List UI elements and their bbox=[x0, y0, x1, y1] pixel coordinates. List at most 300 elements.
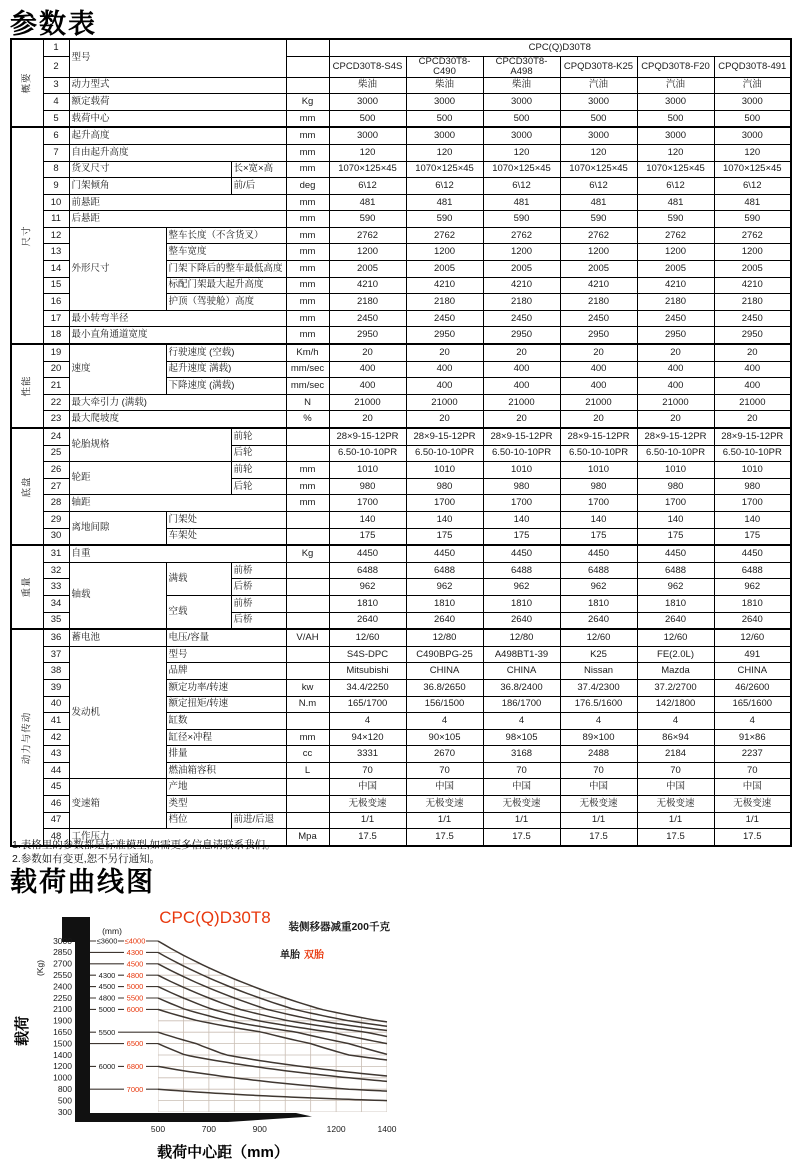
x-tick-label: 900 bbox=[252, 1124, 267, 1134]
row-number-cell: 27 bbox=[43, 478, 69, 495]
y-tick-label: 500 bbox=[57, 1095, 72, 1106]
value-cell: 20 bbox=[560, 411, 637, 428]
unit-cell: mm bbox=[286, 110, 329, 127]
value-cell: Nissan bbox=[560, 663, 637, 680]
value-cell: 3000 bbox=[714, 127, 791, 144]
value-cell: 400 bbox=[637, 361, 714, 378]
value-cell: 1/1 bbox=[406, 812, 483, 829]
value-cell: 90×105 bbox=[406, 729, 483, 746]
value-cell: 12/60 bbox=[329, 629, 406, 646]
value-cell: 1810 bbox=[637, 595, 714, 612]
param-label-cell: 行驶速度 (空载) bbox=[166, 344, 286, 361]
value-cell: 1700 bbox=[714, 495, 791, 512]
x-tick-label: 700 bbox=[201, 1124, 216, 1134]
value-cell: 6488 bbox=[637, 562, 714, 579]
value-cell: 2005 bbox=[637, 261, 714, 278]
y-tick-label: 2550 bbox=[53, 970, 72, 980]
param-label-cell: 缸径×冲程 bbox=[166, 729, 286, 746]
value-cell: 140 bbox=[714, 511, 791, 528]
row-number-cell: 17 bbox=[43, 310, 69, 327]
value-cell: 2450 bbox=[637, 310, 714, 327]
value-cell: 400 bbox=[483, 361, 560, 378]
spec-table-container bbox=[10, 38, 792, 847]
value-cell: 980 bbox=[406, 478, 483, 495]
value-cell: 4 bbox=[714, 713, 791, 730]
value-cell: 2450 bbox=[329, 310, 406, 327]
value-cell: 2450 bbox=[483, 310, 560, 327]
unit-cell: mm bbox=[286, 161, 329, 178]
value-cell: 86×94 bbox=[637, 729, 714, 746]
value-cell: 6488 bbox=[406, 562, 483, 579]
value-cell: 120 bbox=[406, 144, 483, 161]
row-number-cell: 9 bbox=[43, 178, 69, 195]
value-cell: 2640 bbox=[560, 612, 637, 629]
value-cell: 4 bbox=[560, 713, 637, 730]
value-cell: 6.50-10-10PR bbox=[483, 445, 560, 462]
row-number-cell: 6 bbox=[43, 127, 69, 144]
param-label-cell: 离地间隙 bbox=[69, 511, 166, 545]
value-cell: 6\12 bbox=[714, 178, 791, 195]
value-cell: 4450 bbox=[329, 545, 406, 562]
value-cell: 120 bbox=[560, 144, 637, 161]
param-label-cell: 下降速度 (满载) bbox=[166, 378, 286, 395]
value-cell: 2450 bbox=[560, 310, 637, 327]
param-label-cell: 后轮 bbox=[231, 478, 286, 495]
value-cell: 1810 bbox=[406, 595, 483, 612]
value-cell: 46/2600 bbox=[714, 679, 791, 696]
value-cell: 165/1700 bbox=[329, 696, 406, 713]
value-cell: 无极变速 bbox=[406, 796, 483, 813]
unit-cell: mm bbox=[286, 211, 329, 228]
value-cell: 20 bbox=[329, 411, 406, 428]
mast-height-label-double: 6500 bbox=[126, 1039, 144, 1049]
value-cell: 2180 bbox=[329, 294, 406, 311]
value-cell: 12/60 bbox=[560, 629, 637, 646]
spec-table bbox=[10, 38, 792, 847]
value-cell: 491 bbox=[714, 646, 791, 663]
unit-cell: mm bbox=[286, 294, 329, 311]
value-cell: 1200 bbox=[406, 244, 483, 261]
value-cell: 无极变速 bbox=[637, 796, 714, 813]
row-number-cell: 8 bbox=[43, 161, 69, 178]
value-cell: 400 bbox=[329, 378, 406, 395]
row-number-cell: 41 bbox=[43, 713, 69, 730]
y-tick-label: 1000 bbox=[53, 1072, 72, 1083]
value-cell: C490BPG-25 bbox=[406, 646, 483, 663]
unit-cell: mm bbox=[286, 127, 329, 144]
value-cell: 17.5 bbox=[714, 829, 791, 846]
param-label-cell: 后轮 bbox=[231, 445, 286, 462]
param-label-cell: 前悬距 bbox=[69, 194, 286, 211]
value-cell-merged: CPC(Q)D30T8 bbox=[329, 39, 791, 56]
param-label-cell: 门架处 bbox=[166, 511, 286, 528]
param-label-cell: 前轮 bbox=[231, 428, 286, 445]
value-cell: 21000 bbox=[483, 394, 560, 411]
unit-cell: Kg bbox=[286, 545, 329, 562]
value-cell: 1810 bbox=[329, 595, 406, 612]
mast-height-label-double: 4300 bbox=[126, 948, 144, 957]
row-number-cell: 19 bbox=[43, 344, 69, 361]
value-cell: 28×9-15-12PR bbox=[637, 428, 714, 445]
category-label: 概要 bbox=[21, 72, 33, 94]
value-cell: 140 bbox=[329, 511, 406, 528]
unit-cell: mm bbox=[286, 495, 329, 512]
param-label-cell: 燃油箱容积 bbox=[166, 762, 286, 779]
value-cell: 176.5/1600 bbox=[560, 696, 637, 713]
value-cell: 2640 bbox=[329, 612, 406, 629]
row-number-cell: 38 bbox=[43, 663, 69, 680]
value-cell: 3000 bbox=[329, 127, 406, 144]
value-cell: 3000 bbox=[560, 94, 637, 111]
value-cell: S4S-DPC bbox=[329, 646, 406, 663]
param-label-cell: 门架下降后的整车最低高度 bbox=[166, 261, 286, 278]
param-label-cell: 最大牵引力 (满载) bbox=[69, 394, 286, 411]
param-label-cell: 后悬距 bbox=[69, 211, 286, 228]
param-label-cell: 前/后 bbox=[231, 178, 286, 195]
value-cell: CPCD30T8-S4S bbox=[329, 56, 406, 77]
value-cell: 98×105 bbox=[483, 729, 560, 746]
category-label: 性能 bbox=[21, 375, 33, 397]
chart-note: 装侧移器减重200千克 bbox=[288, 921, 390, 933]
row-number-cell: 32 bbox=[43, 562, 69, 579]
param-label-cell: 满载 bbox=[166, 562, 231, 595]
row-number-cell: 23 bbox=[43, 411, 69, 428]
value-cell: 2180 bbox=[483, 294, 560, 311]
param-label-cell: 门架倾角 bbox=[69, 178, 231, 195]
y-tick-label: 2850 bbox=[53, 947, 72, 958]
value-cell: 962 bbox=[714, 579, 791, 596]
value-cell: 6.50-10-10PR bbox=[714, 445, 791, 462]
value-cell: 120 bbox=[637, 144, 714, 161]
value-cell: 37.2/2700 bbox=[637, 679, 714, 696]
value-cell: 无极变速 bbox=[483, 796, 560, 813]
value-cell: 汽油 bbox=[560, 77, 637, 94]
param-label-cell: 自由起升高度 bbox=[69, 144, 286, 161]
value-cell: FE(2.0L) bbox=[637, 646, 714, 663]
param-label-cell: 变速箱 bbox=[69, 779, 166, 829]
value-cell: 3000 bbox=[714, 94, 791, 111]
value-cell: 1010 bbox=[483, 462, 560, 479]
value-cell: 175 bbox=[406, 528, 483, 545]
value-cell: 962 bbox=[483, 579, 560, 596]
row-number-cell: 21 bbox=[43, 378, 69, 395]
unit-cell bbox=[286, 713, 329, 730]
value-cell: 4 bbox=[637, 713, 714, 730]
value-cell: 1010 bbox=[329, 462, 406, 479]
value-cell: 2180 bbox=[406, 294, 483, 311]
y-axis-unit: (Kg) bbox=[35, 959, 45, 977]
x-tick-label: 1200 bbox=[326, 1124, 346, 1134]
value-cell: 2488 bbox=[560, 746, 637, 763]
value-cell: 140 bbox=[637, 511, 714, 528]
unit-cell: mm bbox=[286, 478, 329, 495]
value-cell: 中国 bbox=[637, 779, 714, 796]
mast-height-label-double: 6000 bbox=[126, 1005, 144, 1014]
param-label-cell: 外形尺寸 bbox=[69, 227, 166, 310]
value-cell: 2450 bbox=[406, 310, 483, 327]
value-cell: 20 bbox=[714, 344, 791, 361]
row-number-cell: 24 bbox=[43, 428, 69, 445]
value-cell: 1810 bbox=[483, 595, 560, 612]
value-cell: 17.5 bbox=[483, 829, 560, 846]
param-label-cell: 最小转弯半径 bbox=[69, 310, 286, 327]
value-cell: 6\12 bbox=[406, 178, 483, 195]
y-axis-label: 载荷 bbox=[14, 1015, 31, 1047]
row-number-cell: 28 bbox=[43, 495, 69, 512]
value-cell: 4450 bbox=[406, 545, 483, 562]
unit-cell: mm/sec bbox=[286, 361, 329, 378]
value-cell: 400 bbox=[406, 378, 483, 395]
param-label-cell: 标配门架最大起升高度 bbox=[166, 277, 286, 294]
value-cell: 165/1600 bbox=[714, 696, 791, 713]
row-number-cell: 2 bbox=[43, 56, 69, 77]
value-cell: 1/1 bbox=[329, 812, 406, 829]
value-cell: 4450 bbox=[560, 545, 637, 562]
value-cell: 1200 bbox=[560, 244, 637, 261]
value-cell: 400 bbox=[714, 378, 791, 395]
value-cell: 980 bbox=[560, 478, 637, 495]
footnote-line-2: 2.参数如有变更,恕不另行通知。 bbox=[12, 853, 161, 866]
param-label-cell: 工作压力 bbox=[69, 829, 286, 846]
value-cell: 500 bbox=[483, 110, 560, 127]
value-cell: 21000 bbox=[329, 394, 406, 411]
value-cell: 1/1 bbox=[714, 812, 791, 829]
mast-height-label-single: 4500 bbox=[98, 982, 116, 992]
value-cell: 中国 bbox=[329, 779, 406, 796]
value-cell: 120 bbox=[714, 144, 791, 161]
value-cell: 21000 bbox=[560, 394, 637, 411]
value-cell: 400 bbox=[637, 378, 714, 395]
y-tick-label: 800 bbox=[57, 1084, 72, 1094]
value-cell: 2005 bbox=[406, 261, 483, 278]
value-cell: 500 bbox=[329, 110, 406, 127]
value-cell: 12/60 bbox=[637, 629, 714, 646]
value-cell: 980 bbox=[637, 478, 714, 495]
unit-cell: mm bbox=[286, 227, 329, 244]
value-cell: 无极变速 bbox=[560, 796, 637, 813]
value-cell: 70 bbox=[406, 762, 483, 779]
value-cell: 1070×125×45 bbox=[483, 161, 560, 178]
value-cell: 175 bbox=[329, 528, 406, 545]
value-cell: 962 bbox=[637, 579, 714, 596]
row-number-cell: 45 bbox=[43, 779, 69, 796]
value-cell: 2762 bbox=[714, 227, 791, 244]
row-number-cell: 15 bbox=[43, 277, 69, 294]
mast-height-label-single: 5500 bbox=[98, 1027, 116, 1037]
value-cell: 3000 bbox=[560, 127, 637, 144]
unit-cell bbox=[286, 77, 329, 94]
value-cell: 6\12 bbox=[329, 178, 406, 195]
mast-height-label-single: 4300 bbox=[98, 970, 116, 980]
row-number-cell: 4 bbox=[43, 94, 69, 111]
param-label-cell: 空载 bbox=[166, 595, 231, 629]
value-cell: 4450 bbox=[637, 545, 714, 562]
param-label-cell: 额定功率/转速 bbox=[166, 679, 286, 696]
param-label-cell: 型号 bbox=[69, 39, 286, 77]
value-cell: 980 bbox=[714, 478, 791, 495]
mast-height-label-single: ≤3600 bbox=[96, 936, 118, 946]
row-number-cell: 3 bbox=[43, 77, 69, 94]
param-label-cell: 电压/容量 bbox=[166, 629, 286, 646]
value-cell: 1200 bbox=[637, 244, 714, 261]
mast-height-label-single: 4800 bbox=[98, 993, 116, 1003]
chart-title: CPC(Q)D30T8 bbox=[159, 908, 271, 927]
value-cell: CPQD30T8-F20 bbox=[637, 56, 714, 77]
value-cell: 3331 bbox=[329, 746, 406, 763]
unit-cell bbox=[286, 562, 329, 579]
value-cell: 3000 bbox=[406, 94, 483, 111]
unit-cell bbox=[286, 428, 329, 445]
mast-height-label-double: 7000 bbox=[126, 1084, 144, 1094]
value-cell: 481 bbox=[406, 194, 483, 211]
value-cell: 2237 bbox=[714, 746, 791, 763]
value-cell: 4450 bbox=[483, 545, 560, 562]
value-cell: 1700 bbox=[329, 495, 406, 512]
row-number-cell: 31 bbox=[43, 545, 69, 562]
value-cell: 2670 bbox=[406, 746, 483, 763]
row-number-cell: 10 bbox=[43, 194, 69, 211]
row-number-cell: 29 bbox=[43, 511, 69, 528]
value-cell: 21000 bbox=[714, 394, 791, 411]
value-cell: 500 bbox=[714, 110, 791, 127]
unit-cell bbox=[286, 56, 329, 77]
value-cell: 3000 bbox=[637, 94, 714, 111]
row-number-cell: 14 bbox=[43, 261, 69, 278]
unit-cell: mm bbox=[286, 261, 329, 278]
value-cell: 2005 bbox=[714, 261, 791, 278]
value-cell: 4210 bbox=[329, 277, 406, 294]
value-cell: 12/60 bbox=[714, 629, 791, 646]
value-cell: 186/1700 bbox=[483, 696, 560, 713]
value-cell: 1070×125×45 bbox=[714, 161, 791, 178]
unit-cell bbox=[286, 595, 329, 612]
unit-cell bbox=[286, 612, 329, 629]
unit-cell: mm bbox=[286, 327, 329, 344]
unit-cell: mm bbox=[286, 310, 329, 327]
value-cell: 6488 bbox=[329, 562, 406, 579]
y-tick-label: 1200 bbox=[53, 1061, 72, 1072]
value-cell: 2950 bbox=[637, 327, 714, 344]
param-label-cell: 长×宽×高 bbox=[231, 161, 286, 178]
value-cell: 3000 bbox=[406, 127, 483, 144]
value-cell: 3000 bbox=[483, 94, 560, 111]
value-cell: 2180 bbox=[637, 294, 714, 311]
param-label-cell: 前桥 bbox=[231, 595, 286, 612]
row-number-cell: 34 bbox=[43, 595, 69, 612]
page-title-load-curve: 载荷曲线图 bbox=[10, 867, 155, 897]
value-cell: 6.50-10-10PR bbox=[329, 445, 406, 462]
value-cell: 1200 bbox=[714, 244, 791, 261]
value-cell: K25 bbox=[560, 646, 637, 663]
value-cell: 2762 bbox=[406, 227, 483, 244]
value-cell: 500 bbox=[637, 110, 714, 127]
value-cell: CHINA bbox=[406, 663, 483, 680]
param-label-cell: 前进/后退 bbox=[231, 812, 286, 829]
unit-cell: % bbox=[286, 411, 329, 428]
param-label-cell: 最大爬坡度 bbox=[69, 411, 286, 428]
value-cell: 20 bbox=[714, 411, 791, 428]
value-cell: 70 bbox=[560, 762, 637, 779]
category-cell bbox=[11, 629, 43, 846]
value-cell: 1070×125×45 bbox=[637, 161, 714, 178]
unit-cell: mm bbox=[286, 144, 329, 161]
value-cell: 3000 bbox=[329, 94, 406, 111]
value-cell: 2950 bbox=[483, 327, 560, 344]
value-cell: 6488 bbox=[560, 562, 637, 579]
param-label-cell: 轮距 bbox=[69, 462, 231, 495]
x-tick-label: 500 bbox=[150, 1124, 166, 1134]
value-cell: 70 bbox=[714, 762, 791, 779]
value-cell: 400 bbox=[406, 361, 483, 378]
row-number-cell: 11 bbox=[43, 211, 69, 228]
value-cell: 20 bbox=[483, 411, 560, 428]
value-cell: 17.5 bbox=[637, 829, 714, 846]
value-cell: 1/1 bbox=[483, 812, 560, 829]
unit-cell: Mpa bbox=[286, 829, 329, 846]
row-number-cell: 7 bbox=[43, 144, 69, 161]
unit-cell bbox=[286, 528, 329, 545]
value-cell: 590 bbox=[483, 211, 560, 228]
y-tick-label: 1650 bbox=[53, 1027, 72, 1037]
value-cell: 140 bbox=[560, 511, 637, 528]
unit-cell: mm bbox=[286, 194, 329, 211]
value-cell: 2640 bbox=[483, 612, 560, 629]
category-cell bbox=[11, 127, 43, 344]
y-tick-label: 2400 bbox=[53, 981, 72, 992]
unit-cell: Kg bbox=[286, 94, 329, 111]
category-label: 重量 bbox=[21, 576, 33, 598]
y-tick-label: 2100 bbox=[53, 1004, 72, 1015]
value-cell: 1810 bbox=[714, 595, 791, 612]
value-cell: 175 bbox=[483, 528, 560, 545]
value-cell: 120 bbox=[329, 144, 406, 161]
value-cell: 20 bbox=[406, 411, 483, 428]
unit-cell bbox=[286, 812, 329, 829]
value-cell: 1070×125×45 bbox=[406, 161, 483, 178]
param-label-cell: 产地 bbox=[166, 779, 286, 796]
param-label-cell: 载荷中心 bbox=[69, 110, 286, 127]
row-number-cell: 46 bbox=[43, 796, 69, 813]
value-cell: 962 bbox=[560, 579, 637, 596]
value-cell: 6\12 bbox=[637, 178, 714, 195]
category-label: 尺寸 bbox=[21, 225, 33, 247]
value-cell: 481 bbox=[560, 194, 637, 211]
value-cell: 21000 bbox=[637, 394, 714, 411]
value-cell: 4210 bbox=[714, 277, 791, 294]
param-label-cell: 护顶（驾驶舱）高度 bbox=[166, 294, 286, 311]
value-cell: 481 bbox=[483, 194, 560, 211]
row-number-cell: 44 bbox=[43, 762, 69, 779]
value-cell: 1810 bbox=[560, 595, 637, 612]
x-tick-label: 1400 bbox=[377, 1124, 397, 1134]
mast-height-label-single: 6000 bbox=[98, 1062, 116, 1071]
value-cell: 481 bbox=[637, 194, 714, 211]
mast-height-label-single: 5000 bbox=[98, 1005, 116, 1014]
value-cell: 400 bbox=[483, 378, 560, 395]
value-cell: 590 bbox=[406, 211, 483, 228]
unit-cell: kw bbox=[286, 679, 329, 696]
unit-cell: cc bbox=[286, 746, 329, 763]
page-title-spec-table: 参数表 bbox=[10, 9, 97, 39]
value-cell: 1010 bbox=[714, 462, 791, 479]
value-cell: 1200 bbox=[483, 244, 560, 261]
value-cell: 2762 bbox=[483, 227, 560, 244]
row-number-cell: 16 bbox=[43, 294, 69, 311]
value-cell: 400 bbox=[329, 361, 406, 378]
value-cell: CHINA bbox=[483, 663, 560, 680]
value-cell: 1700 bbox=[560, 495, 637, 512]
value-cell: 28×9-15-12PR bbox=[406, 428, 483, 445]
